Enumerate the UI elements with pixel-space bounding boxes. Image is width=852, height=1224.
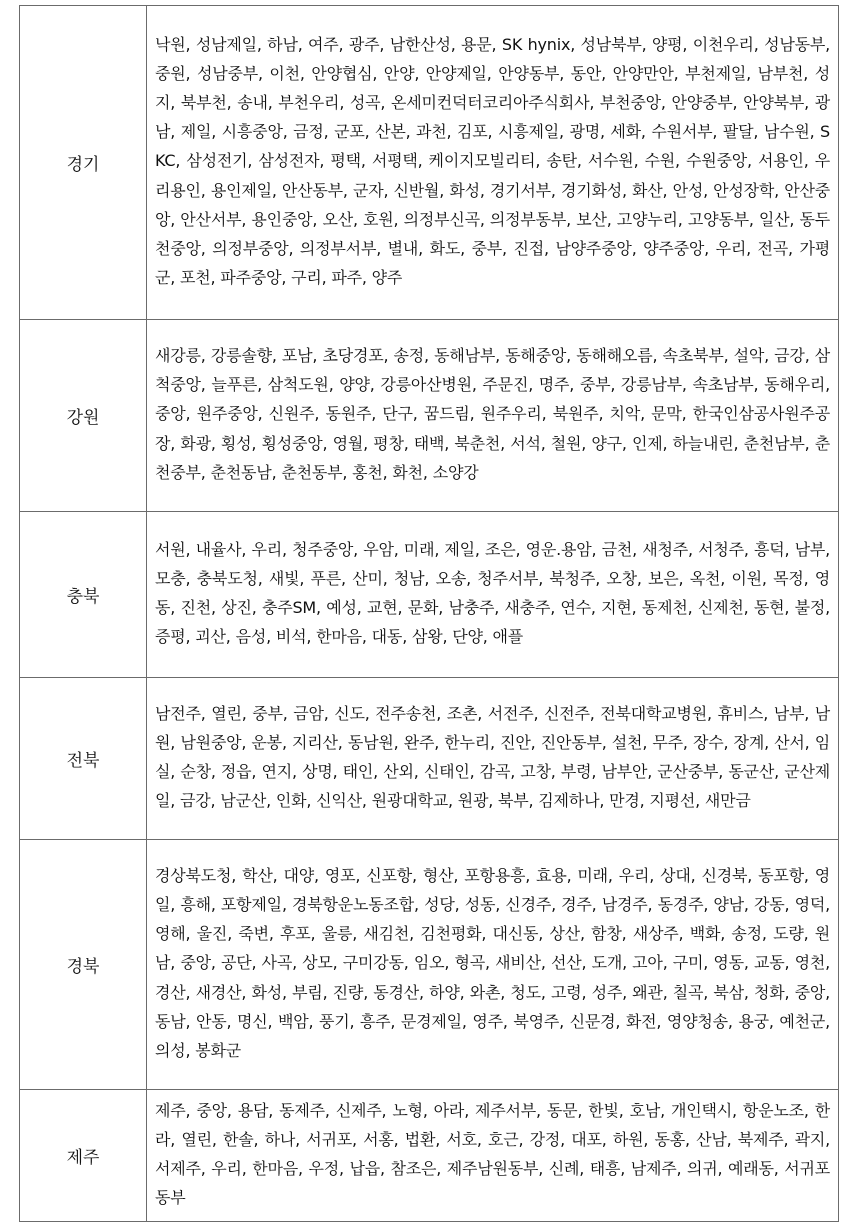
- region-name-cell: 충북: [20, 512, 147, 678]
- table-row: [20, 6, 839, 320]
- member-list-cell: 서원, 내율사, 우리, 청주중앙, 우암, 미래, 제일, 조은, 영운.용암, 금천, 새청주, 서청주, 흥덕, 남부, 모충, 충북도청, 새빛, 푸른, 산미, 청남, 오송, 청주서부, 북청주, 오창, 보은, 옥천, 이원, 목정, 영동, 진천, 상진, 충주SM, 예성, 교현, 문화, 남충주, 새충주, 연수, 지현, 동제천, 신제천, 동현, 불정, 증평, 괴산, 음성, 비석, 한마음, 대동, 삼왕, 단양, 애플: [147, 512, 839, 678]
- table-row: [20, 840, 839, 1090]
- region-name-cell: 전북: [20, 678, 147, 840]
- region-name-cell: 경북: [20, 840, 147, 1090]
- member-list-cell: 남전주, 열린, 중부, 금암, 신도, 전주송천, 조촌, 서전주, 신전주, 전북대학교병원, 휴비스, 남부, 남원, 남원중앙, 운봉, 지리산, 동남원, 완주, 한누리, 진안, 진안동부, 설천, 무주, 장수, 장계, 산서, 임실, 순창, 정읍, 연지, 상명, 태인, 산외, 신태인, 감곡, 고창, 부령, 남부안, 군산중부, 동군산, 군산제일, 금강, 남군산, 인화, 신익산, 원광대학교, 원광, 북부, 김제하나, 만경, 지평선, 새만금: [147, 678, 839, 840]
- region-name-cell: 경기: [20, 6, 147, 320]
- table-row: [20, 320, 839, 512]
- table-row: [20, 1090, 839, 1222]
- member-list-cell: 경상북도청, 학산, 대양, 영포, 신포항, 형산, 포항용흥, 효용, 미래, 우리, 상대, 신경북, 동포항, 영일, 흥해, 포항제일, 경북항운노동조합, 성당, 성동, 신경주, 경주, 남경주, 동경주, 양남, 강동, 영덕, 영해, 울진, 죽변, 후포, 울릉, 새김천, 김천평화, 대신동, 상산, 함창, 새상주, 백화, 송정, 도량, 원남, 중앙, 공단, 사곡, 상모, 구미강동, 임오, 형곡, 새비산, 선산, 도개, 고아, 구미, 영동, 교동, 영천, 경산, 새경산, 화성, 부림, 진량, 동경산, 하양, 와촌, 청도, 고령, 성주, 왜관, 칠곡, 북삼, 청화, 중앙, 동남, 안동, 명신, 백암, 풍기, 흥주, 문경제일, 영주, 북영주, 신문경, 화전, 영양청송, 용궁, 예천군, 의성, 봉화군: [147, 840, 839, 1090]
- member-list-cell: 제주, 중앙, 용담, 동제주, 신제주, 노형, 아라, 제주서부, 동문, 한빛, 호남, 개인택시, 항운노조, 한라, 열린, 한솔, 하나, 서귀포, 서홍, 법환, 서호, 호근, 강정, 대포, 하원, 동홍, 산남, 북제주, 곽지, 서제주, 우리, 한마음, 우정, 납읍, 참조은, 제주남원동부, 신례, 태흥, 남제주, 의귀, 예래동, 서귀포동부: [147, 1090, 839, 1222]
- region-name-cell: 제주: [20, 1090, 147, 1222]
- region-name-cell: 강원: [20, 320, 147, 512]
- member-list-cell: 새강릉, 강릉솔향, 포남, 초당경포, 송정, 동해남부, 동해중앙, 동해해오름, 속초북부, 설악, 금강, 삼척중앙, 늘푸른, 삼척도원, 양양, 강릉아산병원, 주문진, 명주, 중부, 강릉남부, 속초남부, 동해우리, 중앙, 원주중앙, 신원주, 동원주, 단구, 꿈드림, 원주우리, 북원주, 치악, 문막, 한국인삼공사원주공장, 화광, 횡성, 횡성중앙, 영월, 평창, 태백, 북춘천, 서석, 철원, 양구, 인제, 하늘내린, 춘천남부, 춘천중부, 춘천동남, 춘천동부, 홍천, 화천, 소양강: [147, 320, 839, 512]
- member-list-cell: 낙원, 성남제일, 하남, 여주, 광주, 남한산성, 용문, SK hynix, 성남북부, 양평, 이천우리, 성남동부, 중원, 성남중부, 이천, 안양협심, 안양, 안양제일, 안양동부, 동안, 안양만안, 부천제일, 남부천, 성지, 북부천, 송내, 부천우리, 성곡, 온세미컨덕터코리아주식회사, 부천중앙, 안양중부, 안양북부, 광남, 제일, 시흥중앙, 금정, 군포, 산본, 과천, 김포, 시흥제일, 광명, 세화, 수원서부, 팔달, 남수원, SKC, 삼성전기, 삼성전자, 평택, 서평택, 케이지모빌리티, 송탄, 서수원, 수원, 수원중앙, 서용인, 우리용인, 용인제일, 안산동부, 군자, 신반월, 화성, 경기서부, 경기화성, 화산, 안성, 안성장학, 안산중앙, 안산서부, 용인중앙, 오산, 호원, 의정부신곡, 의정부동부, 보산, 고양누리, 고양동부, 일산, 동두천중앙, 의정부중앙, 의정부서부, 별내, 화도, 중부, 진접, 남양주중앙, 양주중앙, 우리, 전곡, 가평군, 포천, 파주중앙, 구리, 파주, 양주: [147, 6, 839, 320]
- region-member-table: [19, 5, 839, 1222]
- table-row: [20, 512, 839, 678]
- table-row: [20, 678, 839, 840]
